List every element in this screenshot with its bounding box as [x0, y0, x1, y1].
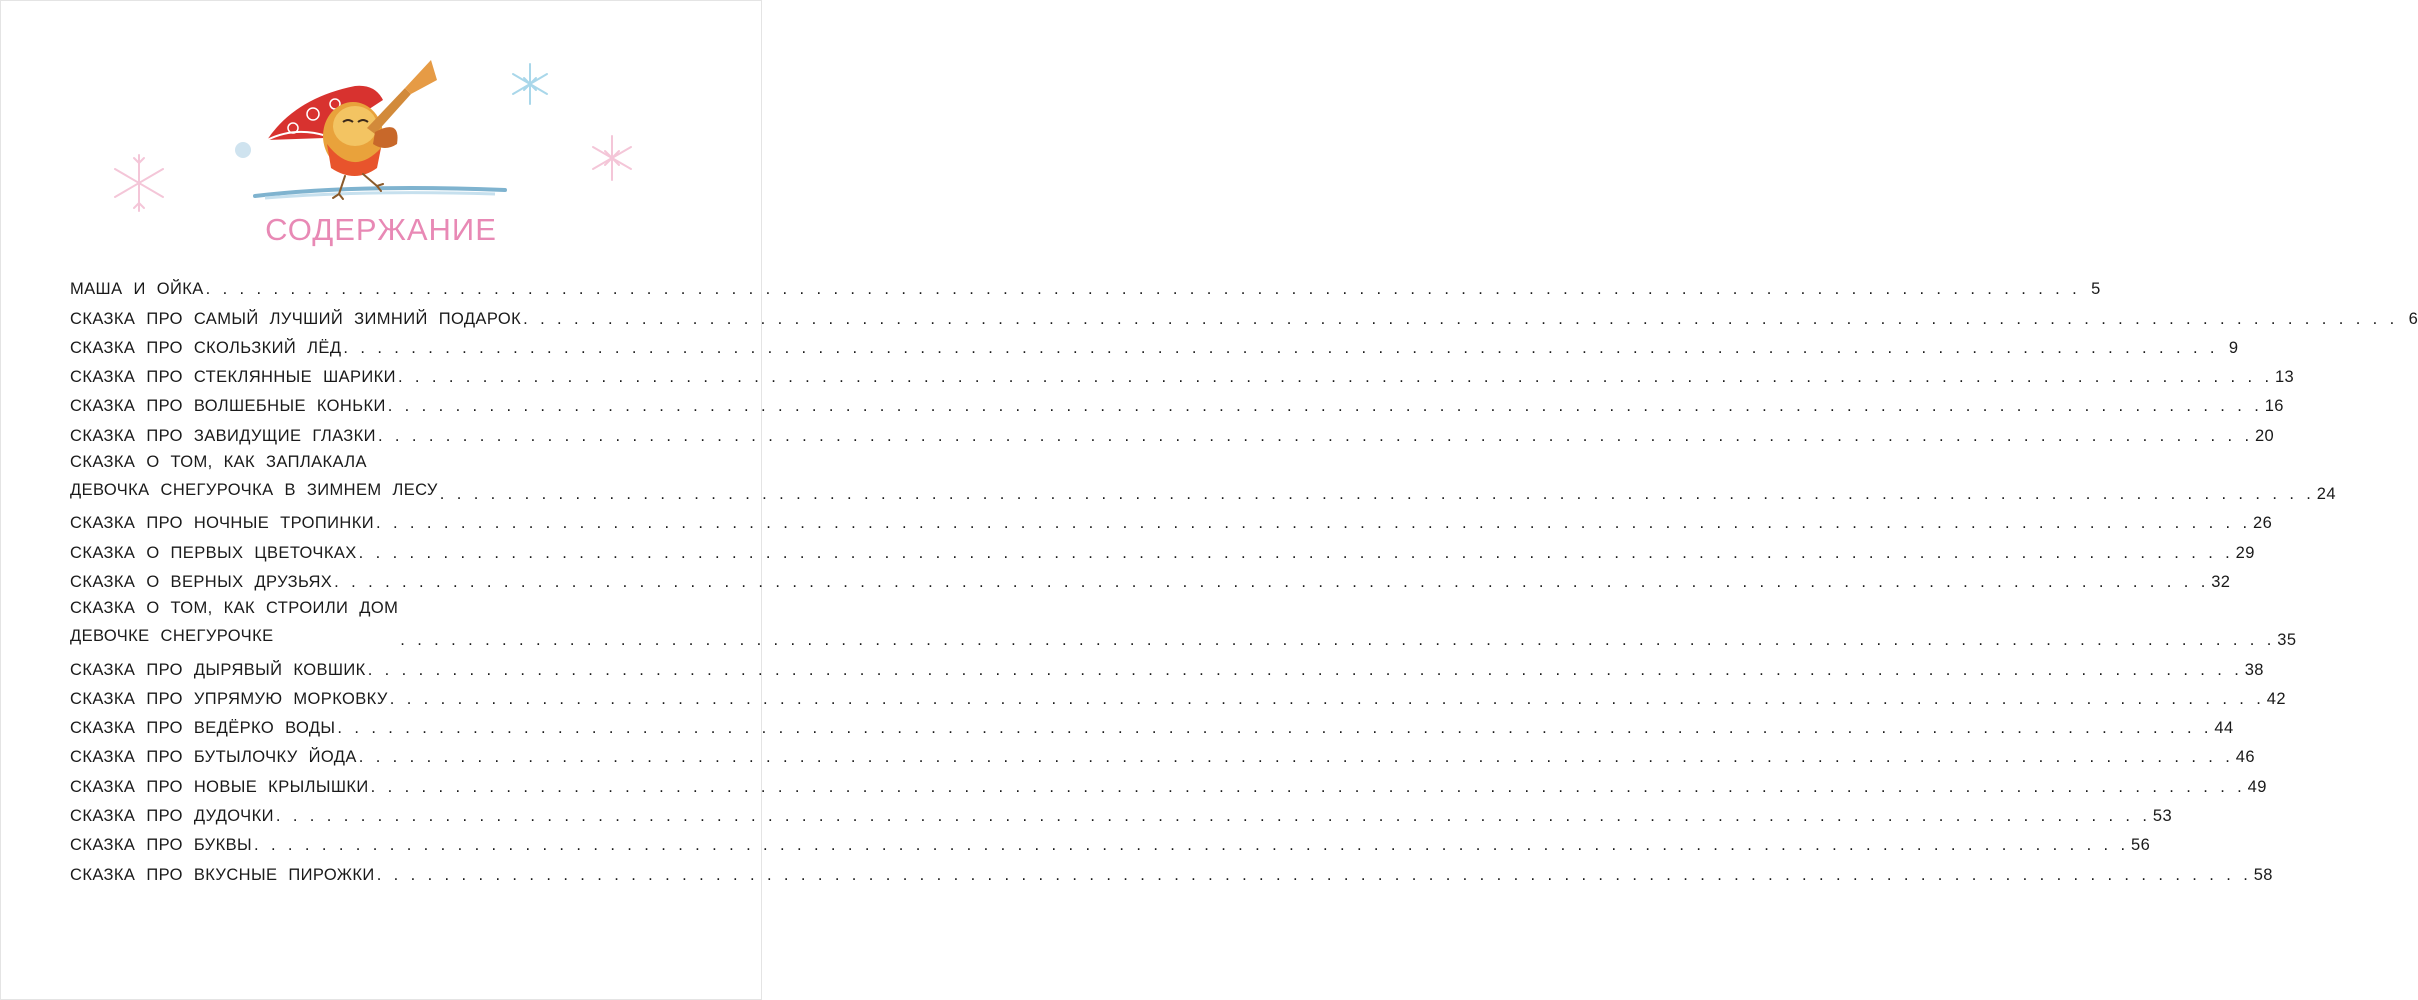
toc-entry	[70, 709, 2234, 738]
toc-leader-dots: . . . . . . . . . . . . . . . . . . . . . . . . . . . . . . . . . . . . . . . . . . . . . . . . . . . . . . . . . . . . . . . . . . . . . . . . . . . . . . . . . . . . . . . . . . . . . . . . . . . . . . . . . . . . . . .	[377, 426, 2253, 445]
toc-page-number: 35	[2277, 631, 2297, 650]
toc-entry-title: МАША И ОЙКА	[70, 280, 204, 299]
toc-page-number: 38	[2244, 660, 2264, 679]
page-title: СОДЕРЖАНИЕ	[265, 212, 497, 247]
toc-leader-dots: . . . . . . . . . . . . . . . . . . . . . . . . . . . . . . . . . . . . . . . . . . . . . . . . . . . . . . . . . . . . . . . . . . . . . . . . . . . . . . . . . . . . . . . . . . . . . . . . . . . . . . . . . . . . . . .	[358, 748, 2234, 767]
bird-illustration	[205, 48, 515, 220]
toc-entry	[70, 680, 2286, 709]
toc-entry-title: СКАЗКА ПРО ВКУСНЫЕ ПИРОЖКИ	[70, 865, 375, 884]
toc-entry	[70, 650, 2264, 679]
toc-page-number: 20	[2254, 426, 2275, 445]
toc-page-number: 53	[2152, 807, 2173, 826]
toc-leader-dots: . . . . . . . . . . . . . . . . . . . . . . . . . . . . . . . . . . . . . . . . . . . . . . . . . . . . . . . . . . . . . . . . . . . . . . . . . . . . . . . . . . . . . . . . . . . . . . . . . . . . . . . . . . . . . . .	[523, 309, 2399, 328]
toc-page-number: 32	[2211, 572, 2231, 591]
toc-entry-title: СКАЗКА ПРО НОЧНЫЕ ТРОПИНКИ	[70, 514, 374, 533]
toc-page-number: 49	[2247, 777, 2267, 796]
toc-page-number: 26	[2253, 514, 2273, 533]
toc-entry-title: СКАЗКА ПРО СКОЛЬЗКИЙ ЛЁД	[70, 338, 342, 357]
snowflake-icon	[588, 134, 636, 182]
toc-entry-title: СКАЗКА ПРО БУТЫЛОЧКУ ЙОДА	[70, 748, 357, 767]
toc-entry-title: СКАЗКА ПРО БУКВЫ	[70, 836, 252, 855]
toc-entry-title: СКАЗКА ПРО ВЕДЁРКО ВОДЫ	[70, 719, 336, 738]
toc-leader-dots: . . . . . . . . . . . . . . . . . . . . . . . . . . . . . . . . . . . . . . . . . . . . . . . . . . . . . . . . . . . . . . . . . . . . . . . . . . . . . . . . . . . . . . . . . . . . . . . . . . . . . . . . . . . . . . .	[275, 807, 2151, 826]
toc-entry	[70, 592, 2297, 650]
toc-entry-title: СКАЗКА ПРО ВОЛШЕБНЫЕ КОНЬКИ	[70, 397, 386, 416]
toc-entry	[70, 533, 2255, 562]
toc-entry	[70, 504, 2273, 533]
toc-entry	[70, 387, 2284, 416]
toc-leader-dots: . . . . . . . . . . . . . . . . . . . . . . . . . . . . . . . . . . . . . . . . . . . . . . . . . . . . . . . . . . . . . . . . . . . . . . . . . . . . . . . . . . . . . . . . . . . . . . . . . . . . . . . . . . . . . . .	[367, 660, 2243, 679]
toc-entry	[70, 738, 2255, 767]
toc-leader-dots: . . . . . . . . . . . . . . . . . . . . . . . . . . . . . . . . . . . . . . . . . . . . . . . . . . . . . . . . . . . . . . . . . . . . . . . . . . . . . . . . . . . . . . . . . . . . . . . . . . . . . . . . . . . . . . .	[358, 543, 2234, 562]
toc-entry	[70, 826, 2151, 855]
toc-entry-title: СКАЗКА ПРО ДУДОЧКИ	[70, 807, 274, 826]
toc-page-number: 9	[2228, 338, 2239, 357]
toc-page-number: 42	[2266, 689, 2286, 708]
toc-entry-title: СКАЗКА ПРО ЗАВИДУЩИЕ ГЛАЗКИ	[70, 426, 376, 445]
toc-leader-dots: . . . . . . . . . . . . . . . . . . . . . . . . . . . . . . . . . . . . . . . . . . . . . . . . . . . . . . . . . . . . . . . . . . . . . . . . . . . . . . . . . . . . . . . . . . . . . . . . . . . . . . . . . . . . . . .	[389, 689, 2265, 708]
toc-page-number: 56	[2131, 836, 2151, 855]
toc-entry-title: СКАЗКА О ТОМ, КАК СТРОИЛИ ДОМ ДЕВОЧКЕ СНЕГУРОЧКЕ	[70, 599, 399, 646]
toc-page-number: 29	[2235, 543, 2255, 562]
toc-leader-dots: . . . . . . . . . . . . . . . . . . . . . . . . . . . . . . . . . . . . . . . . . . . . . . . . . . . . . . . . . . . . . . . . . . . . . . . . . . . . . . . . . . . . . . . . . . . . . . . . . . . . . . . . . . . . . . .	[376, 514, 2252, 533]
toc-entry	[70, 563, 2231, 592]
table-of-contents	[70, 270, 2418, 885]
toc-leader-dots: . . . . . . . . . . . . . . . . . . . . . . . . . . . . . . . . . . . . . . . . . . . . . . . . . . . . . . . . . . . . . . . . . . . . . . . . . . . . . . . . . . . . . . . . . . . . . . . . . . . . . . . . . . . . . . .	[334, 572, 2210, 591]
toc-leader-dots: . . . . . . . . . . . . . . . . . . . . . . . . . . . . . . . . . . . . . . . . . . . . . . . . . . . . . . . . . . . . . . . . . . . . . . . . . . . . . . . . . . . . . . . . . . . . . . . . . . . . . . . . . . . . . . .	[376, 865, 2252, 884]
toc-page-number: 44	[2214, 719, 2234, 738]
toc-entry	[70, 299, 2418, 328]
toc-page-number: 46	[2235, 748, 2255, 767]
toc-entry	[70, 416, 2275, 445]
toc-page-number: 5	[2091, 280, 2101, 299]
toc-page-number: 24	[2316, 485, 2336, 504]
toc-entry	[70, 855, 2273, 884]
toc-leader-dots: . . . . . . . . . . . . . . . . . . . . . . . . . . . . . . . . . . . . . . . . . . . . . . . . . . . . . . . . . . . . . . . . . . . . . . . . . . . . . . . . . . . . . . . . . . . . . . . . . . . . . . . . . . . . . . .	[370, 777, 2246, 796]
toc-entry-title: СКАЗКА О ВЕРНЫХ ДРУЗЬЯХ	[70, 572, 333, 591]
toc-page-number: 58	[2253, 865, 2273, 884]
toc-entry-title: СКАЗКА ПРО САМЫЙ ЛУЧШИЙ ЗИМНИЙ ПОДАРОК	[70, 309, 522, 328]
toc-leader-dots: . . . . . . . . . . . . . . . . . . . . . . . . . . . . . . . . . . . . . . . . . . . . . . . . . . . . . . . . . . . . . . . . . . . . . . . . . . . . . . . . . . . . . . . . . . . . . . . . . . . . . . . . . . . . . . .	[439, 485, 2315, 504]
toc-entry	[70, 358, 2295, 387]
toc-leader-dots: . . . . . . . . . . . . . . . . . . . . . . . . . . . . . . . . . . . . . . . . . . . . . . . . . . . . . . . . . . . . . . . . . . . . . . . . . . . . . . . . . . . . . . . . . . . . . . . . . . . . . . . . . . . . . . .	[400, 631, 2276, 650]
toc-entry	[70, 270, 2101, 299]
toc-entry-title: СКАЗКА ПРО НОВЫЕ КРЫЛЫШКИ	[70, 777, 369, 796]
toc-leader-dots: . . . . . . . . . . . . . . . . . . . . . . . . . . . . . . . . . . . . . . . . . . . . . . . . . . . . . . . . . . . . . . . . . . . . . . . . . . . . . . . . . . . . . . . . . . . . . . . . . . . . . . . . . . . . . . .	[205, 280, 2081, 299]
toc-entry-title: СКАЗКА ПРО СТЕКЛЯННЫЕ ШАРИКИ	[70, 368, 396, 387]
toc-entry	[70, 329, 2239, 358]
toc-entry-title: СКАЗКА ПРО УПРЯМУЮ МОРКОВКУ	[70, 689, 388, 708]
toc-page-number: 6	[2408, 309, 2418, 328]
toc-leader-dots: . . . . . . . . . . . . . . . . . . . . . . . . . . . . . . . . . . . . . . . . . . . . . . . . . . . . . . . . . . . . . . . . . . . . . . . . . . . . . . . . . . . . . . . . . . . . . . . . . . . . . . . . . . . . . . .	[343, 338, 2219, 357]
toc-page-number: 16	[2264, 397, 2284, 416]
toc-leader-dots: . . . . . . . . . . . . . . . . . . . . . . . . . . . . . . . . . . . . . . . . . . . . . . . . . . . . . . . . . . . . . . . . . . . . . . . . . . . . . . . . . . . . . . . . . . . . . . . . . . . . . . . . . . . . . . .	[337, 719, 2213, 738]
toc-entry-title: СКАЗКА О ТОМ, КАК ЗАПЛАКАЛА ДЕВОЧКА СНЕГУРОЧКА В ЗИМНЕМ ЛЕСУ	[70, 453, 438, 500]
toc-page-number: 13	[2274, 368, 2295, 387]
toc-entry	[70, 767, 2267, 796]
toc-leader-dots: . . . . . . . . . . . . . . . . . . . . . . . . . . . . . . . . . . . . . . . . . . . . . . . . . . . . . . . . . . . . . . . . . . . . . . . . . . . . . . . . . . . . . . . . . . . . . . . . . . . . . . . . . . . . . . .	[254, 836, 2130, 855]
toc-leader-dots: . . . . . . . . . . . . . . . . . . . . . . . . . . . . . . . . . . . . . . . . . . . . . . . . . . . . . . . . . . . . . . . . . . . . . . . . . . . . . . . . . . . . . . . . . . . . . . . . . . . . . . . . . . . . . . .	[397, 368, 2273, 387]
toc-entry-title: СКАЗКА О ПЕРВЫХ ЦВЕТОЧКАХ	[70, 543, 357, 562]
snowflake-icon	[108, 152, 170, 214]
toc-entry	[70, 797, 2173, 826]
toc-entry	[70, 446, 2336, 504]
toc-entry-title: СКАЗКА ПРО ДЫРЯВЫЙ КОВШИК	[70, 660, 366, 679]
toc-leader-dots: . . . . . . . . . . . . . . . . . . . . . . . . . . . . . . . . . . . . . . . . . . . . . . . . . . . . . . . . . . . . . . . . . . . . . . . . . . . . . . . . . . . . . . . . . . . . . . . . . . . . . . . . . . . . . . .	[387, 397, 2263, 416]
